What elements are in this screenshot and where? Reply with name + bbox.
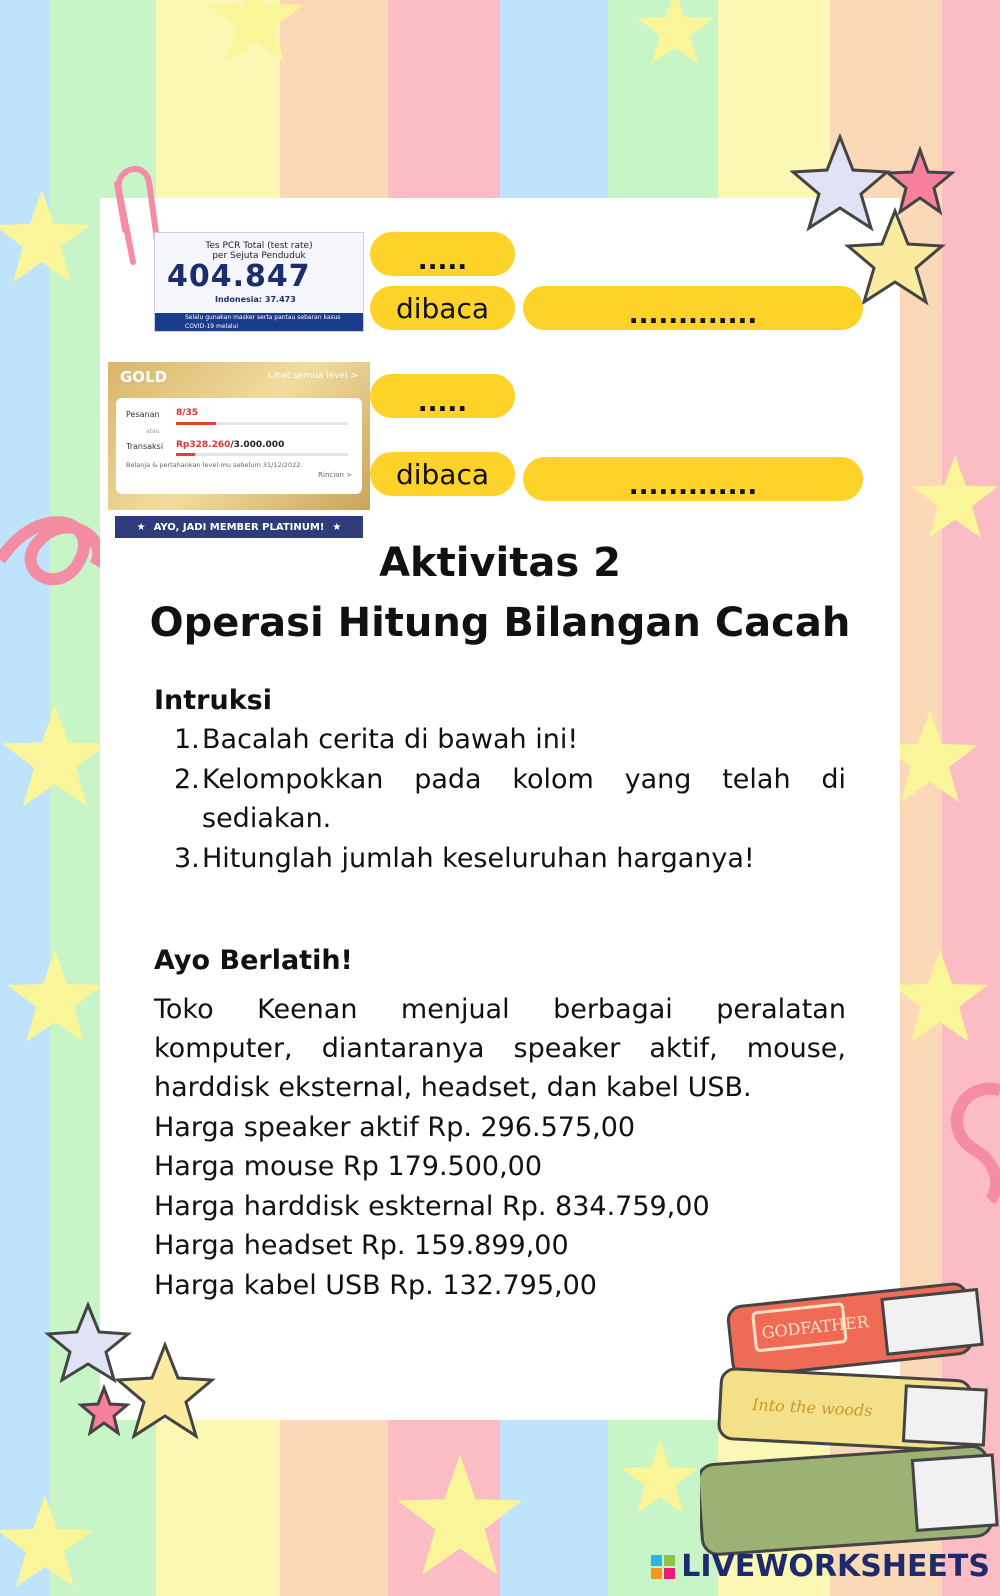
pesanan-label: Pesanan: [126, 410, 160, 419]
word: speaker: [513, 1033, 621, 1064]
swirl-icon: [957, 1089, 1000, 1200]
gold-badge: GOLD: [120, 368, 168, 386]
transaksi-progress: [176, 453, 348, 456]
instruction-number: 1.: [174, 724, 200, 755]
page-subtitle: Operasi Hitung Bilangan Cacah: [149, 600, 851, 646]
word: pada: [414, 764, 482, 795]
star-icon: [118, 1345, 212, 1436]
book-title: Into the woods: [751, 1394, 873, 1421]
paperclip-icon: [105, 150, 161, 270]
book-icon: [718, 1368, 986, 1451]
word: yang: [624, 764, 692, 795]
blank-dots: .....: [417, 246, 468, 276]
dibaca-label: dibaca: [395, 457, 490, 491]
word: berbagai: [553, 994, 673, 1025]
pcr-region: Indonesia: 37.473: [215, 295, 296, 304]
gold-inner-card: [116, 398, 362, 494]
word: di: [821, 764, 846, 795]
price-line: Harga mouse Rp 179.500,00: [154, 1151, 543, 1182]
star-icon: [848, 211, 942, 302]
word: menjual: [400, 994, 510, 1025]
logo-icon: [651, 1555, 675, 1579]
books-illustration: [700, 1275, 1000, 1565]
star-icon: [2, 705, 108, 806]
label-dibaca-2: [370, 452, 515, 496]
instruction-number: 3.: [174, 843, 200, 874]
star-icon: [637, 0, 714, 64]
gold-link: Lihat semua level >: [268, 371, 358, 381]
price-line: Harga kabel USB Rp. 132.795,00: [154, 1270, 597, 1301]
word: peralatan: [716, 994, 846, 1025]
transaksi-label: Transaksi: [126, 442, 164, 451]
instruction-item-1: Bacalah cerita di bawah ini!: [202, 724, 579, 755]
word: komputer,: [154, 1033, 293, 1064]
corner-stars: [790, 120, 960, 310]
pcr-footer: Selalu gunakan masker serta pantau sebaran kasus COVID-19 melalui: [155, 313, 363, 331]
answer-blank-1[interactable]: [370, 232, 515, 276]
story-line-2: [154, 1033, 846, 1064]
star-icon: [912, 455, 998, 538]
star-icon: [0, 1495, 93, 1587]
page-title: Aktivitas 2: [379, 540, 621, 586]
atau-text: atau: [146, 428, 160, 435]
answer-dots: .............: [628, 300, 758, 330]
word: Keenan: [257, 994, 358, 1025]
pcr-header: Tes PCR Total (test rate): [205, 241, 313, 251]
blank-dots: .....: [417, 388, 468, 418]
star-icon: [622, 1440, 699, 1514]
star-icon: [398, 1455, 523, 1575]
rincian-link: Rincian >: [318, 471, 352, 479]
gold-member-image: [108, 362, 370, 510]
liveworksheets-logo: [651, 1549, 990, 1584]
instruction-item-3: Hitunglah jumlah keseluruhan harganya!: [202, 843, 755, 874]
label-dibaca-1: [370, 286, 515, 330]
pesanan-progress: [176, 422, 348, 425]
book-title: GODFATHER: [760, 1312, 870, 1343]
instruction-item-2-cont: sediakan.: [202, 803, 332, 834]
star-icon: ★: [332, 521, 342, 533]
platinum-banner: [115, 516, 363, 538]
story-line-3: harddisk eksternal, headset, dan kabel USB.: [154, 1072, 752, 1103]
word: telah: [722, 764, 791, 795]
word: Kelompokkan: [202, 764, 384, 795]
word: kolom: [512, 764, 594, 795]
banner-text: AYO, JADI MEMBER PLATINUM!: [153, 521, 325, 533]
instructions-heading: Intruksi: [154, 685, 272, 716]
star-icon: [888, 150, 952, 212]
star-icon: ★: [136, 521, 146, 533]
dibaca-label: dibaca: [395, 291, 490, 325]
star-icon: [892, 950, 988, 1042]
star-icon: [793, 137, 887, 228]
pesanan-value: 8/35: [176, 408, 199, 418]
star-icon: [0, 190, 90, 282]
price-line: Harga headset Rp. 159.899,00: [154, 1230, 569, 1261]
logo-text: LIVEWORKSHEETS: [681, 1549, 990, 1584]
price-line: Harga harddisk eskternal Rp. 834.759,00: [154, 1191, 710, 1222]
star-icon: [81, 1388, 127, 1433]
word: aktif,: [649, 1033, 718, 1064]
swirl-icon: [0, 522, 98, 579]
star-icon: [48, 1305, 128, 1380]
star-icon: [7, 950, 103, 1042]
word: mouse,: [746, 1033, 846, 1064]
word: diantaranya: [321, 1033, 485, 1064]
practice-heading: Ayo Berlatih!: [154, 945, 353, 976]
price-line: Harga speaker aktif Rp. 296.575,00: [154, 1112, 636, 1143]
story-line-1: [154, 994, 846, 1025]
pcr-subheader: per Sejuta Penduduk: [212, 251, 306, 261]
answer-field-2[interactable]: [523, 457, 863, 501]
gold-note: Belanja & pertahankan level-mu sebelum 31/12/2022.: [126, 461, 303, 469]
transaksi-value: Rp328.260: [176, 440, 231, 450]
star-icon: [207, 0, 303, 62]
word: Toko: [154, 994, 214, 1025]
answer-blank-2[interactable]: [370, 374, 515, 418]
answer-field-1[interactable]: [523, 286, 863, 330]
book-icon: [700, 1445, 997, 1555]
pcr-test-image: [154, 232, 364, 332]
pcr-number: 404.847: [167, 259, 311, 294]
transaksi-target: /3.000.000: [230, 440, 285, 450]
answer-dots: .............: [628, 471, 758, 501]
instruction-item-2: [202, 764, 846, 795]
instruction-number: 2.: [174, 764, 200, 795]
corner-stars: [40, 1300, 220, 1450]
